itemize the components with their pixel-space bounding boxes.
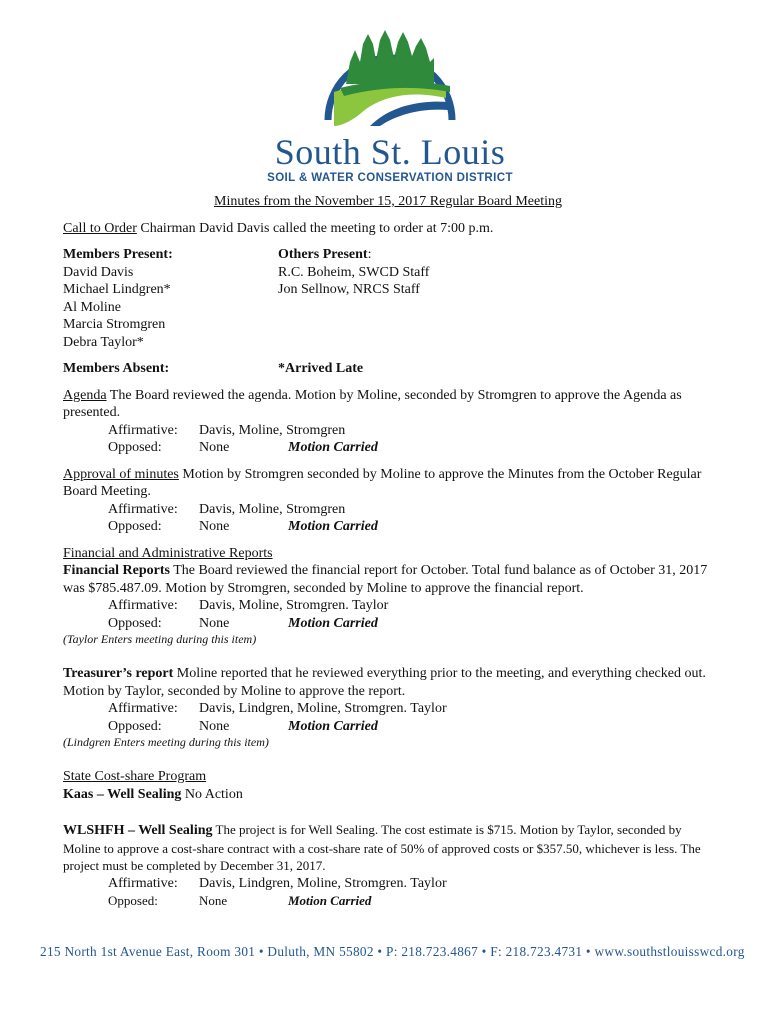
wlshfh-text: The project is for Well Sealing. The cost estimate is $715. Motion by Taylor, seconded by Moline to approve a cost-share contract with a cost-share rate of 50% of approved costs or $357.50, whichever is less. The project must be completed by December 31, 2017.	[63, 822, 701, 873]
opposed-label: Opposed:	[108, 440, 162, 455]
financial-reports-heading: Financial Reports	[63, 563, 170, 578]
motion-result: Motion Carried	[288, 519, 378, 534]
logo-name: South St. Louis	[274, 132, 506, 172]
page-title: Minutes from the November 15, 2017 Regular Board Meeting	[214, 194, 562, 209]
cost-share-heading: State Cost-share Program	[63, 769, 207, 784]
other-name: Jon Sellnow, NRCS Staff	[278, 282, 420, 297]
member-name: Marcia Stromgren	[63, 317, 166, 332]
financial-reports	[63, 562, 713, 597]
wlshfh-heading: WLSHFH – Well Sealing	[63, 823, 213, 838]
logo-subtitle: SOIL & WATER CONSERVATION DISTRICT	[267, 172, 513, 184]
member-name: Debra Taylor*	[63, 334, 144, 350]
approval-opposed	[63, 518, 713, 536]
district-logo	[250, 22, 530, 190]
kaas-item	[63, 786, 713, 804]
others-present	[278, 246, 578, 351]
call-to-order-heading: Call to Order	[63, 220, 137, 236]
financial-reports-text: The Board reviewed the financial report for October. Total fund balance as of October 31, 2017 was $785.487.09. Motion by Stromgren, seconded by Moline to approve the financial report.	[63, 563, 708, 596]
members-present	[63, 246, 278, 351]
agenda-section	[63, 387, 713, 422]
kaas-text: No Action	[181, 786, 243, 802]
opposed-label: Opposed:	[108, 718, 162, 734]
others-present-heading: Others Present	[278, 247, 368, 262]
approval-heading: Approval of minutes	[63, 466, 179, 482]
minutes-body	[63, 193, 713, 910]
affirmative-label: Affirmative:	[108, 701, 178, 716]
opposed-value: None	[199, 440, 230, 455]
opposed-value: None	[199, 615, 230, 631]
agenda-affirmative	[63, 422, 713, 440]
other-name: R.C. Boheim, SWCD Staff	[278, 264, 430, 280]
treasurer-report	[63, 665, 713, 700]
opposed-label: Opposed:	[108, 519, 162, 534]
members-absent-heading: Members Absent:	[63, 361, 170, 376]
call-to-order-text: Chairman David Davis called the meeting to order at 7:00 p.m.	[136, 220, 494, 236]
affirmative-label: Affirmative:	[108, 598, 178, 613]
affirmative-names: Davis, Moline, Stromgren	[199, 501, 346, 517]
call-to-order	[63, 220, 713, 238]
others-present-colon: :	[367, 247, 372, 262]
footer-contact: 215 North 1st Avenue East, Room 301 • Duluth, MN 55802 • P: 218.723.4867 • F: 218.723.4731 • www.southstlouisswcd.org	[40, 944, 745, 959]
member-name: Michael Lindgren*	[63, 282, 171, 297]
arrived-late-note: *Arrived Late	[278, 361, 364, 376]
opposed-value: None	[199, 893, 228, 908]
opposed-value: None	[199, 519, 230, 534]
affirmative-label: Affirmative:	[108, 422, 178, 438]
opposed-label: Opposed:	[108, 893, 158, 908]
agenda-opposed	[63, 439, 713, 457]
motion-result: Motion Carried	[288, 615, 378, 631]
attendance	[63, 246, 713, 351]
motion-result: Motion Carried	[288, 893, 372, 908]
financial-note: (Taylor Enters meeting during this item)	[63, 632, 257, 646]
motion-result: Motion Carried	[288, 718, 378, 734]
kaas-heading: Kaas – Well Sealing	[63, 786, 182, 802]
members-present-heading: Members Present:	[63, 247, 173, 262]
agenda-text: The Board reviewed the agenda. Motion by Moline, seconded by Stromgren to approve the Agenda as presented.	[63, 387, 682, 420]
financial-affirmative	[63, 597, 713, 615]
wlshfh-item	[63, 821, 713, 875]
treasurer-opposed	[63, 718, 713, 736]
affirmative-names: Davis, Lindgren, Moline, Stromgren. Taylor	[199, 875, 447, 891]
wlshfh-opposed	[63, 892, 713, 910]
treasurer-report-heading: Treasurer’s report	[63, 666, 174, 681]
opposed-value: None	[199, 718, 230, 734]
affirmative-names: Davis, Moline, Stromgren	[199, 422, 346, 438]
financial-section-heading: Financial and Administrative Reports	[63, 545, 273, 561]
treasurer-note: (Lindgren Enters meeting during this item)	[63, 735, 269, 749]
approval-section	[63, 466, 713, 501]
member-name: Al Moline	[63, 299, 121, 315]
approval-text: Motion by Stromgren seconded by Moline to approve the Minutes from the October Regular Board Meeting.	[63, 466, 702, 499]
motion-result: Motion Carried	[288, 440, 378, 455]
wlshfh-affirmative	[63, 875, 713, 893]
opposed-label: Opposed:	[108, 615, 162, 631]
treasurer-report-text: Moline reported that he reviewed everything prior to the meeting, and everything checked out. Motion by Taylor, seconded by Moline to approve the report.	[63, 666, 706, 699]
member-name: David Davis	[63, 264, 134, 280]
agenda-heading: Agenda	[63, 387, 107, 403]
treasurer-affirmative	[63, 700, 713, 718]
affirmative-label: Affirmative:	[108, 875, 178, 891]
absent-row	[63, 360, 713, 378]
others-present-heading-line	[278, 246, 578, 264]
financial-opposed	[63, 615, 713, 633]
affirmative-names: Davis, Lindgren, Moline, Stromgren. Taylor	[199, 701, 447, 716]
approval-affirmative	[63, 501, 713, 519]
affirmative-names: Davis, Moline, Stromgren. Taylor	[199, 598, 389, 613]
affirmative-label: Affirmative:	[108, 501, 178, 517]
tree-landscape-icon	[310, 22, 470, 132]
